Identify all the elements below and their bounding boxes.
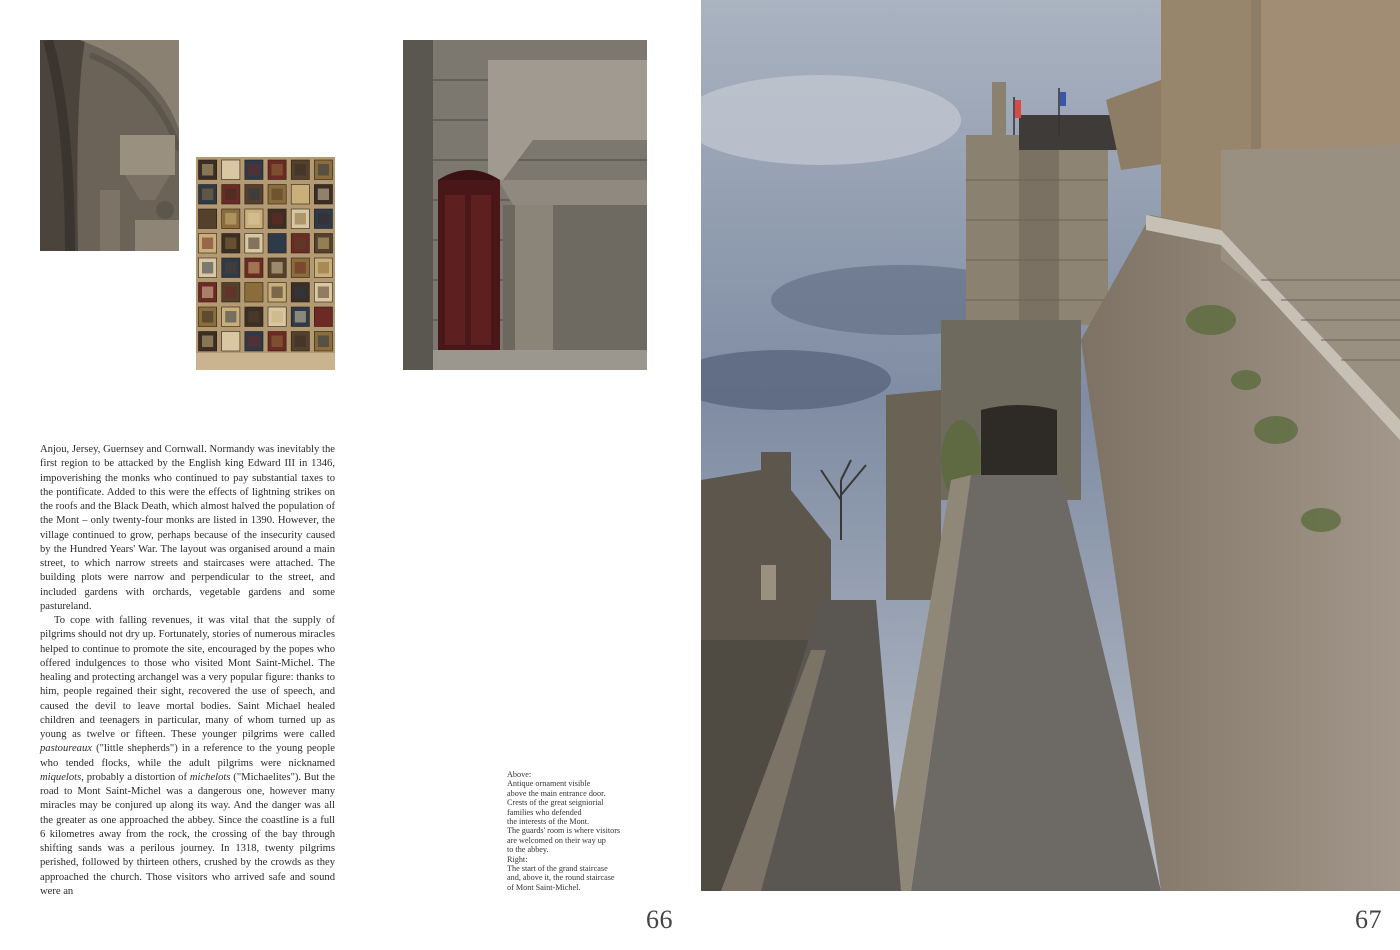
grand-staircase-photo — [701, 0, 1400, 891]
crest-emblem — [295, 262, 306, 274]
crest-emblem — [248, 336, 259, 348]
paragraph-2 — [40, 614, 335, 899]
crest-emblem — [202, 189, 213, 201]
paragraph-2-text-d: ("Michaelites"). But the road to Mont Saint-Michel was a dangerous one, however many miracles may be conjured up along its way. And the danger was all the greater as one approached the abbey. Since the coastline is a full 6 kilometres away from the rock, the crossing of the bay through shifting sands was a perilous journey. In 1318, twenty pilgrims perished, followed by thirteen others, crushed by the crowds as they approached the church. Those visitors who arrived safe and sound were an — [40, 771, 336, 897]
crest-emblem — [202, 213, 213, 225]
guardroom-door-photo — [403, 40, 647, 370]
crest-emblem — [248, 262, 259, 274]
crest-emblem — [272, 311, 283, 323]
crest-emblem — [318, 164, 329, 176]
photo-caption — [507, 770, 647, 892]
crest-emblem — [248, 238, 259, 250]
crest-emblem — [272, 189, 283, 201]
crest-emblem — [295, 336, 306, 348]
crest-emblem — [225, 164, 236, 176]
crest-emblem — [295, 164, 306, 176]
crest-emblem — [295, 213, 306, 225]
crest-emblem — [225, 262, 236, 274]
paragraph-2-text-b: ("little shepherds") in a reference to the young people who tended flocks, while the adult pilgrims were nicknamed — [40, 743, 335, 769]
crest-emblem — [202, 164, 213, 176]
crest-emblem — [248, 164, 259, 176]
paragraph-2-text-a: To cope with falling revenues, it was vital that the supply of pilgrims should not dry up. Fortunately, stories of numerous miracles helped to continue to promote the site, encouraged by the popes who offered indulgences to those who visited Mont Saint-Michel. The healing and protecting archangel was a very popular figure: thanks to him, people regained their sight, recovered the use of speech, and caused the devil to leave mortal bodies. Saint Michael healed children and teenagers in particular, many of whom turned up as young as twelve or fifteen. These younger pilgrims were called — [40, 615, 335, 740]
crest-emblem — [318, 287, 329, 299]
crest-emblem — [318, 311, 329, 323]
term-michelots: michelots — [189, 771, 231, 783]
crest-emblem — [225, 336, 236, 348]
crest-emblem — [225, 311, 236, 323]
page-number-right: 67 — [1355, 905, 1382, 934]
crest-emblem — [225, 238, 236, 250]
crest-emblem — [295, 287, 306, 299]
crest-emblem — [295, 311, 306, 323]
caption-above-label: Above: — [507, 770, 532, 779]
caption-right-text: The start of the grand staircase and, above it, the round staircase of Mont Saint-Michel. — [507, 864, 615, 892]
crest-emblem — [318, 189, 329, 201]
term-pastoureaux: pastoureaux — [40, 743, 92, 755]
crest-emblem — [272, 238, 283, 250]
crest-emblem — [202, 336, 213, 348]
crest-emblem — [272, 287, 283, 299]
crest-emblem — [272, 336, 283, 348]
crest-emblem — [318, 213, 329, 225]
crest-emblem — [272, 164, 283, 176]
crest-emblem — [202, 287, 213, 299]
heraldic-crests-photo — [196, 157, 335, 370]
stone-ornament-photo — [40, 40, 179, 251]
crest-emblem — [225, 189, 236, 201]
crest-emblem — [318, 238, 329, 250]
crest-emblem — [248, 189, 259, 201]
crest-emblem — [225, 213, 236, 225]
crest-emblem — [225, 287, 236, 299]
crest-emblem — [202, 311, 213, 323]
paragraph-1: Anjou, Jersey, Guernsey and Cornwall. Normandy was inevitably the first region to be attacked by the English king Edward III in 1346, impoverishing the monks who continued to pay substantial taxes to the pontificate. Added to this were the effects of lightning strikes on the roofs and the Black Death, which almost halved the population of the Mont – only twenty-four monks are listed in 1390. However, the village continued to grow, perhaps because of the insecurity caused by the Hundred Years' War. The layout was organised around a main street, to which narrow streets and staircases were attached. The building plots were narrow and perpendicular to the street, and included gardens with orchards, vegetable gardens and some pastureland. — [40, 444, 335, 612]
crest-emblem — [202, 238, 213, 250]
crest-emblem — [295, 189, 306, 201]
crest-emblem — [248, 311, 259, 323]
caption-above-text: Antique ornament visible above the main entrance door. Crests of the great seigniorial families who defended the interests of the Mont. The guards' room is where visitors are welcomed on their way up to the abbey. — [507, 779, 621, 855]
caption-right-label: Right: — [507, 854, 528, 864]
crest-emblem — [248, 213, 259, 225]
crest-emblem — [318, 262, 329, 274]
crest-emblem — [248, 287, 259, 299]
crest-emblem — [295, 238, 306, 250]
body-text — [40, 443, 335, 899]
crest-emblem — [272, 213, 283, 225]
crest-emblem — [202, 262, 213, 274]
crest-emblem — [318, 336, 329, 348]
page-number-left: 66 — [646, 905, 673, 934]
paragraph-2-text-c: , probably a distortion of — [81, 771, 190, 783]
crest-emblem — [272, 262, 283, 274]
term-miquelots: miquelots — [40, 771, 82, 783]
